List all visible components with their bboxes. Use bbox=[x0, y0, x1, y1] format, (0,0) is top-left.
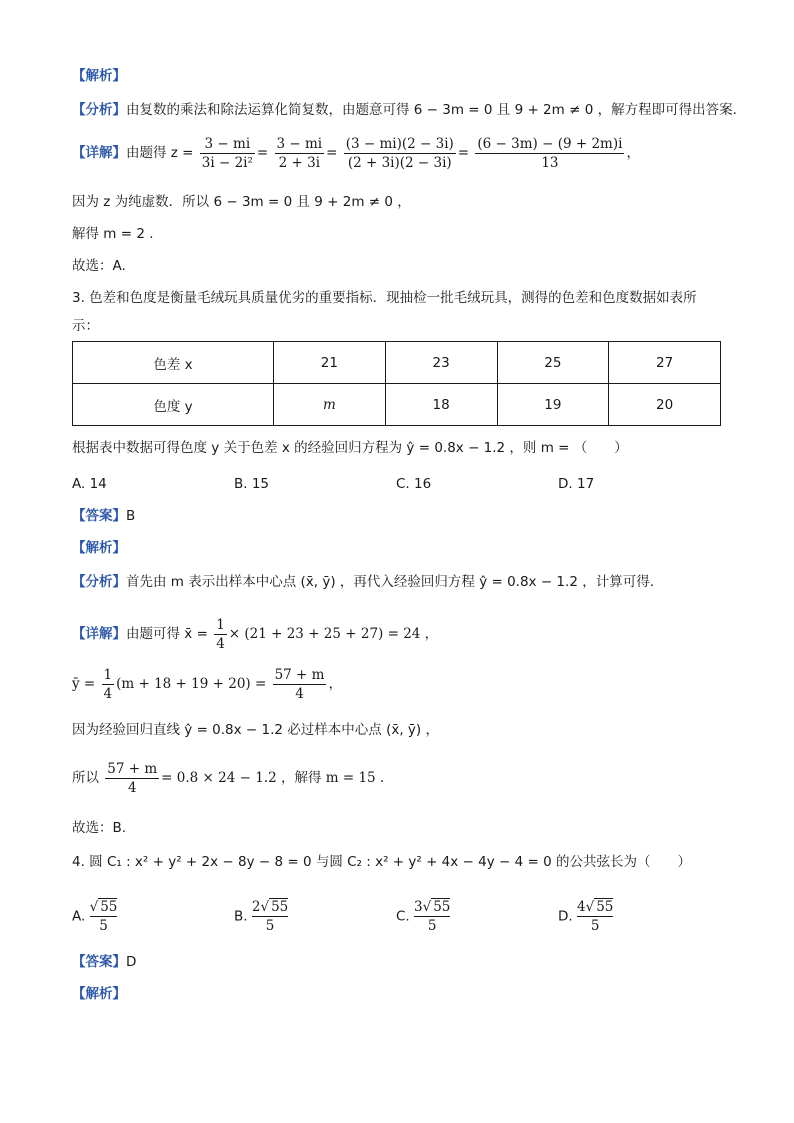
q4-option-d bbox=[558, 898, 613, 935]
jiexi-tag-2 bbox=[72, 538, 126, 558]
q3-option-b: B. 15 bbox=[234, 476, 270, 492]
jiexi-tag-3 bbox=[72, 984, 126, 1004]
q4-stem-line: 4. 圆 C₁ : x² + y² + 2x − 8y − 8 = 0 与圆 C₂ : x² + y² + 4x − 4y − 4 = 0 的公共弦长为（ ） bbox=[72, 854, 691, 870]
fenxi-label: 【分析】 bbox=[72, 574, 126, 590]
q3-ybar-prefix: ȳ = bbox=[72, 676, 96, 692]
q3-ybar-frac-1 bbox=[102, 666, 115, 703]
q2-frac-3 bbox=[344, 135, 456, 172]
frac-numerator: (6 − 3m) − (9 + 2m)i bbox=[477, 135, 623, 152]
option-label: C. bbox=[396, 908, 410, 925]
q3-option-a: A. 14 bbox=[72, 476, 107, 492]
frac-numerator: 3 − mi bbox=[200, 135, 255, 154]
table-cell: 色差 x bbox=[73, 342, 274, 384]
frac-numerator: 57 + m bbox=[274, 666, 325, 683]
radical-coefficient: 4 bbox=[576, 899, 586, 915]
option-label: B. bbox=[234, 908, 248, 925]
jiexi-label: 【解析】 bbox=[72, 68, 126, 84]
table-cell: 27 bbox=[609, 342, 721, 384]
q2-because-line: 因为 z 为纯虚数．所以 6 − 3m = 0 且 9 + 2m ≠ 0 ， bbox=[72, 194, 411, 210]
q3-ybar-suffix: ， bbox=[328, 676, 342, 692]
q3-so-prefix: 所以 bbox=[72, 770, 99, 786]
frac-numerator: 57 + m bbox=[107, 760, 158, 777]
radicand: 55 bbox=[271, 899, 289, 915]
q4-option-a-value: $\frac{√ 55}{5}$ bbox=[89, 899, 118, 934]
frac-denominator: 4 bbox=[216, 635, 225, 652]
table-cell: 19 bbox=[497, 384, 609, 426]
q2-analysis-line bbox=[72, 100, 737, 120]
q3-ybar-mid: (m + 18 + 19 + 20) = bbox=[116, 676, 267, 692]
radicand: 55 bbox=[433, 899, 451, 915]
q2-frac-2 bbox=[275, 135, 325, 172]
daan-label: 【答案】 bbox=[72, 508, 126, 524]
radical-coefficient: 3 bbox=[414, 899, 423, 915]
q3-analysis-line bbox=[72, 572, 654, 592]
frac-denominator: 4 bbox=[127, 779, 137, 796]
q2-frac-1 bbox=[200, 135, 255, 172]
table-row bbox=[73, 384, 721, 426]
frac-denominator: (2 + 3i)(2 − 3i) bbox=[347, 154, 452, 171]
q4-option-b bbox=[234, 898, 288, 935]
xiangjie-label: 【详解】 bbox=[72, 626, 126, 642]
frac-denominator: 5 bbox=[590, 918, 600, 934]
frac-numerator: 3 − mi bbox=[276, 135, 323, 152]
q4-option-b-value: $\frac{2√ 55}{5}$ bbox=[251, 899, 289, 934]
q3-regression-line: 因为经验回归直线 ŷ = 0.8x − 1.2 必过样本中心点 (x̄, ȳ) ， bbox=[72, 722, 439, 738]
table-cell: m bbox=[274, 384, 386, 426]
q3-answer-line bbox=[72, 506, 135, 526]
q3-question-line: 根据表中数据可得色度 y 关于色差 x 的经验回归方程为 ŷ = 0.8x − 1.2 ，则 m = （ ） bbox=[72, 440, 628, 456]
xiangjie-label: 【详解】 bbox=[72, 145, 126, 161]
q3-stem-line-1: 3. 色差和色度是衡量毛绒玩具质量优劣的重要指标．现抽检一批毛绒玩具，测得的色差和色度数据如表所 bbox=[72, 290, 697, 306]
q3-xbar-frac bbox=[214, 616, 227, 653]
q3-ybar-frac-2 bbox=[273, 666, 327, 703]
q3-so-rest: = 0.8 × 24 − 1.2 ，解得 m = 15 . bbox=[161, 770, 385, 786]
q2-detail-line: 【详解】由题得 z = $\frac{3 - mi}{\text{3i − 2i²}}$ = $\frac{3 - mi}{2 + 3i}$ = $\frac{(3 - mi)(2 - 3i)}{(2 + 3i)(2 - 3i)}$ = $\frac{(6 - 3m) - (9 + 2m)i}{13}$ ， bbox=[72, 135, 640, 171]
radicand: 55 bbox=[100, 899, 118, 915]
fenxi-label: 【分析】 bbox=[72, 102, 126, 118]
q4-answer-value: D bbox=[126, 954, 137, 970]
q2-solve-line: 解得 m = 2 . bbox=[72, 226, 154, 242]
q4-option-a bbox=[72, 898, 117, 935]
table-cell: 21 bbox=[274, 342, 386, 384]
q3-option-d: D. 17 bbox=[558, 476, 595, 492]
q3-analysis-text: 首先由 m 表示出样本中心点 (x̄, ȳ) ，再代入经验回归方程 ŷ = 0.8x − 1.2 ，计算可得. bbox=[126, 574, 654, 590]
daan-label: 【答案】 bbox=[72, 954, 126, 970]
table-cell: 色度 y bbox=[73, 384, 274, 426]
q3-option-c: C. 16 bbox=[396, 476, 432, 492]
table-cell: 18 bbox=[385, 384, 497, 426]
frac-denominator: 5 bbox=[427, 918, 437, 934]
q3-detail-xbar-line bbox=[72, 614, 438, 654]
q4-option-d-value: $\frac{4√ 55}{5}$ bbox=[576, 899, 614, 934]
q3-stem-line-2: 示： bbox=[72, 318, 99, 334]
jiexi-label: 【解析】 bbox=[72, 986, 126, 1002]
q2-detail-suffix: ， bbox=[626, 145, 640, 161]
table-row bbox=[73, 342, 721, 384]
frac-denominator: 5 bbox=[265, 918, 275, 934]
table-cell: 23 bbox=[385, 342, 497, 384]
q2-detail-prefix: 由题得 z = bbox=[126, 145, 194, 161]
frac-denominator: 3i − 2i² bbox=[201, 154, 253, 171]
q4-option-c-value: $\frac{3√ 55}{5}$ bbox=[414, 899, 451, 934]
q3-answer-value: B bbox=[126, 508, 136, 524]
q3-ybar-line bbox=[72, 664, 342, 704]
frac-numerator: 1 bbox=[103, 666, 113, 683]
q3-choice-line: 故选：B. bbox=[72, 820, 127, 836]
radical-coefficient: 2 bbox=[251, 899, 261, 915]
q3-xbar-rest: × (21 + 23 + 25 + 27) = 24 ， bbox=[228, 626, 439, 642]
frac-denominator: 13 bbox=[541, 154, 559, 171]
frac-denominator: 4 bbox=[295, 685, 304, 702]
frac-denominator: 4 bbox=[103, 685, 113, 702]
jiexi-label: 【解析】 bbox=[72, 540, 126, 556]
frac-numerator: (3 − mi)(2 − 3i) bbox=[345, 135, 454, 152]
q3-so-line bbox=[72, 758, 384, 798]
radicand: 55 bbox=[596, 899, 614, 915]
table-cell: 25 bbox=[497, 342, 609, 384]
jiexi-tag-1 bbox=[72, 66, 126, 86]
frac-denominator: 5 bbox=[99, 918, 108, 934]
q3-so-frac bbox=[105, 760, 159, 797]
q3-data-table bbox=[72, 341, 721, 426]
q2-choice-line: 故选：A. bbox=[72, 258, 126, 274]
q3-xbar-prefix: 由题可得 x̄ = bbox=[126, 626, 208, 642]
q2-analysis-text: 由复数的乘法和除法运算化简复数，由题意可得 6 − 3m = 0 且 9 + 2m ≠ 0 ，解方程即可得出答案. bbox=[126, 102, 737, 118]
frac-denominator: 2 + 3i bbox=[278, 154, 321, 171]
q4-option-c bbox=[396, 898, 450, 935]
option-label: A. bbox=[72, 908, 86, 925]
table-cell: 20 bbox=[609, 384, 721, 426]
q4-answer-line bbox=[72, 952, 136, 972]
q2-frac-4 bbox=[475, 135, 624, 172]
option-label: D. bbox=[558, 908, 573, 925]
frac-numerator: 1 bbox=[216, 616, 225, 633]
